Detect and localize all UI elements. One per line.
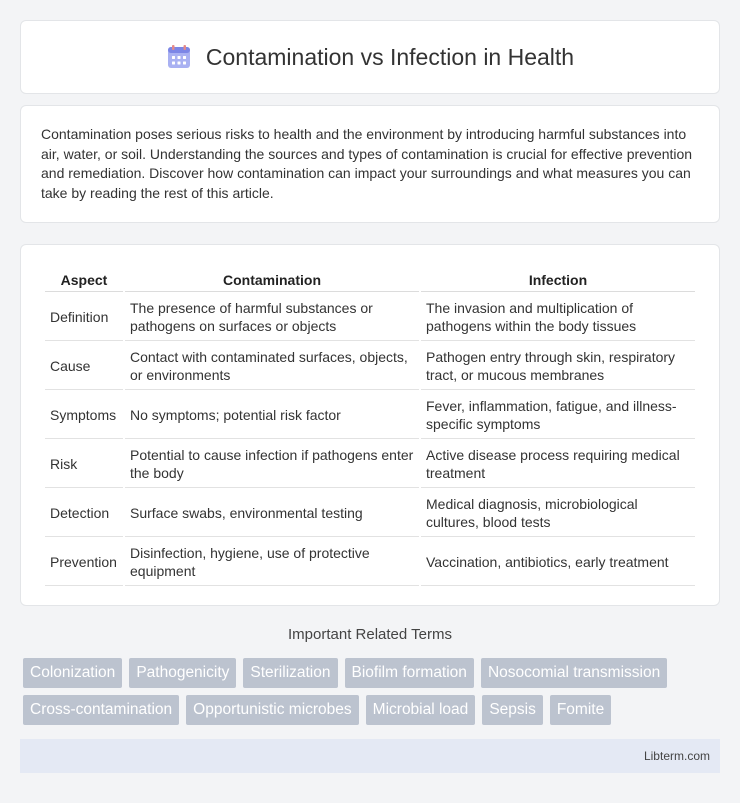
row-infection: The invasion and multiplication of pathogens within the body tissues (421, 294, 695, 341)
related-terms-title: Important Related Terms (288, 626, 452, 643)
related-term-tag[interactable]: Sterilization (243, 658, 337, 688)
related-term-tag[interactable]: Opportunistic microbes (186, 695, 359, 725)
related-term-tag[interactable]: Nosocomial transmission (481, 658, 667, 688)
calendar-grid-icon (166, 44, 192, 70)
row-aspect: Symptoms (45, 392, 123, 439)
footer (20, 739, 720, 773)
related-term-tag[interactable]: Biofilm formation (345, 658, 474, 688)
header-aspect: Aspect (45, 267, 123, 292)
row-infection: Vaccination, antibiotics, early treatment (421, 539, 695, 586)
footer-site-link[interactable]: Libterm.com (643, 749, 710, 763)
row-infection: Fever, inflammation, fatigue, and illness-specific symptoms (421, 392, 695, 439)
table-row (45, 343, 695, 390)
comparison-card (20, 244, 720, 606)
related-term-tag[interactable]: Pathogenicity (129, 658, 236, 688)
row-contamination: Disinfection, hygiene, use of protective equipment (125, 539, 419, 586)
table-row (45, 441, 695, 488)
header-contamination: Contamination (125, 267, 419, 292)
comparison-table (43, 265, 697, 588)
intro-text: Contamination poses serious risks to health and the environment by introducing harmful substances into air, water, or soil. Understanding the sources and types of contamination is crucial for effective prevention and remediation. Discover how contamination can impact your surroundings and what measures you can take by reading the rest of this article. (41, 126, 693, 201)
row-aspect: Cause (45, 343, 123, 390)
row-contamination: Contact with contaminated surfaces, objects, or environments (125, 343, 419, 390)
related-term-tag[interactable]: Sepsis (482, 695, 543, 725)
row-aspect: Detection (45, 490, 123, 537)
intro-card (20, 105, 720, 223)
table-row (45, 539, 695, 586)
row-contamination: No symptoms; potential risk factor (125, 392, 419, 439)
table-row (45, 490, 695, 537)
row-contamination: Surface swabs, environmental testing (125, 490, 419, 537)
related-term-tag[interactable]: Fomite (550, 695, 611, 725)
row-aspect: Prevention (45, 539, 123, 586)
related-term-tag[interactable]: Colonization (23, 658, 122, 688)
row-infection: Medical diagnosis, microbiological cultures, blood tests (421, 490, 695, 537)
title-card (20, 20, 720, 94)
table-row (45, 294, 695, 341)
row-contamination: Potential to cause infection if pathogens enter the body (125, 441, 419, 488)
tag-row (23, 695, 723, 725)
row-infection: Pathogen entry through skin, respiratory tract, or mucous membranes (421, 343, 695, 390)
row-aspect: Definition (45, 294, 123, 341)
row-contamination: The presence of harmful substances or pathogens on surfaces or objects (125, 294, 419, 341)
table-header-row (45, 267, 695, 292)
related-terms-list (23, 658, 723, 732)
header-infection: Infection (421, 267, 695, 292)
row-infection: Active disease process requiring medical treatment (421, 441, 695, 488)
related-term-tag[interactable]: Cross-contamination (23, 695, 179, 725)
row-aspect: Risk (45, 441, 123, 488)
page-title: Contamination vs Infection in Health (205, 43, 575, 70)
tag-row (23, 658, 723, 688)
related-term-tag[interactable]: Microbial load (366, 695, 476, 725)
table-row (45, 392, 695, 439)
